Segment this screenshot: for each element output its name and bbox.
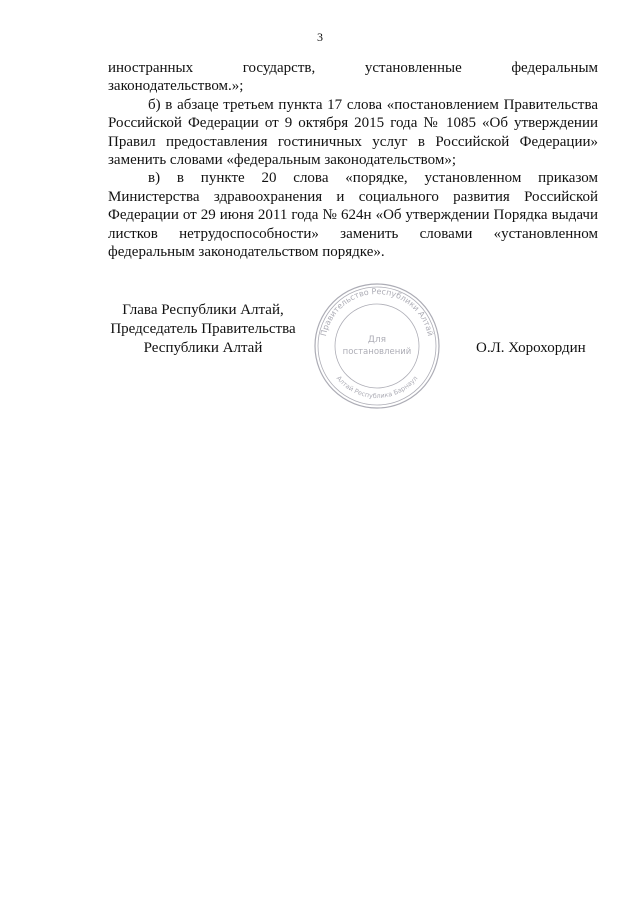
word: установленные — [364, 60, 462, 76]
paragraph-v: в) в пункте 20 слова «порядке, установленном приказом Министерства здравоохранения и социального развития Российской Федерации от 29 июня 2011 года № 624н «Об утверждении Порядка выдачи листков нетрудоспособности» заменить словами «установленном федеральным законодательством порядке». — [108, 170, 598, 261]
signature-title-block — [108, 301, 298, 358]
paragraph-continuation-end: законодательством.»; — [108, 78, 244, 95]
seal-outer-text: Правительство Республики Алтай — [318, 286, 436, 337]
page-number: 3 — [317, 30, 323, 44]
seal-inner-line1: Для — [367, 335, 387, 345]
signature-title-line: Республики Алтай — [143, 340, 263, 356]
official-seal-stamp — [313, 282, 441, 410]
signer-name: О.Л. Хорохордин — [476, 340, 586, 356]
paragraph-b: б) в абзаце третьем пункта 17 слова «постановлением Правительства Российской Федерации от 9 октября 2015 года № 1085 «Об утверждении Правил предоставления гостиничных услуг в Российской Федерации» заменить словами «федеральным законодательством»; — [108, 96, 598, 169]
word: федеральным — [511, 60, 599, 76]
word: иностранных — [108, 60, 194, 76]
document-body — [108, 59, 598, 261]
seal-bottom-text: Алтай Республика Барнаул — [334, 374, 420, 401]
signature-title-line: Глава Республики Алтай, — [122, 302, 284, 318]
seal-inner-line2: постановлений — [342, 347, 412, 357]
paragraph-continuation — [108, 59, 598, 77]
signature-title-line: Председатель Правительства — [110, 321, 296, 337]
word: государств, — [242, 60, 316, 76]
